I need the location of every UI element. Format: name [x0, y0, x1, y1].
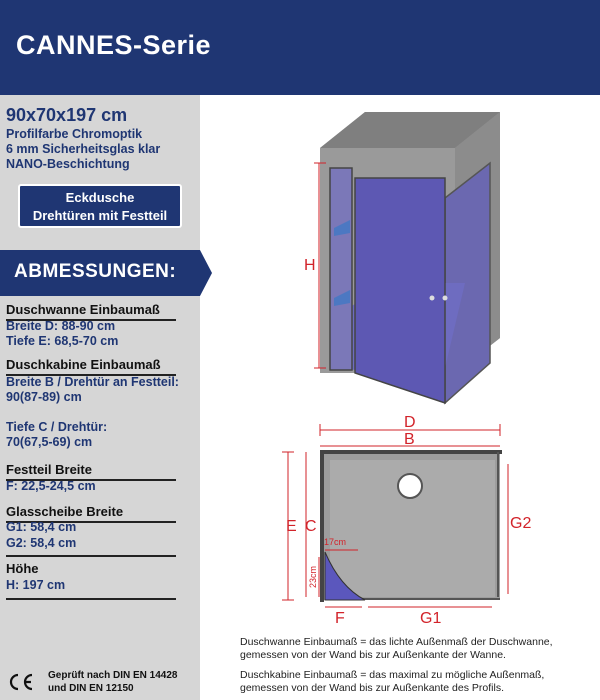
note-tray [240, 636, 553, 662]
page-title: CANNES-Serie [16, 30, 212, 60]
section-title-height: Höhe [6, 561, 39, 576]
shower-3d-illustration [300, 108, 505, 410]
header-banner [0, 0, 600, 95]
product-type-badge [18, 184, 182, 228]
note-tray-line-2: gemessen von der Wand bis zur Außenkante der Wanne. [240, 649, 506, 661]
section-title-cabin: Duschkabine Einbaumaß [6, 357, 161, 372]
note-tray-line-1: Duschwanne Einbaumaß = das lichte Außenmaß der Duschwanne, [240, 636, 553, 648]
height-value: H: 197 cm [6, 578, 66, 592]
label-17cm: 17cm [324, 537, 347, 547]
label-g2: G2 [510, 515, 532, 532]
heading-arrow [200, 250, 212, 296]
dimensions-heading-bar [0, 250, 200, 296]
glass-g1: G1: 58,4 cm [6, 520, 77, 534]
door-handle [443, 296, 448, 301]
label-23cm: 23cm [308, 565, 318, 588]
cert-line-1: Geprüft nach DIN EN 14428 [48, 670, 178, 681]
note-cabin-line-2: gemessen von der Wand bis zur Außenkante des Profils. [240, 682, 504, 694]
dimensions-heading: ABMESSUNGEN: [14, 261, 177, 282]
spec-profile-color: Profilfarbe Chromoptik [6, 127, 143, 141]
note-cabin [240, 669, 544, 695]
label-d: D [404, 414, 416, 431]
section-divider [6, 598, 176, 600]
cabin-width-value: 90(87-89) cm [6, 390, 82, 404]
fixed-panel-width: F: 22,5-24,5 cm [6, 479, 96, 493]
spec-glass: 6 mm Sicherheitsglas klar [6, 142, 161, 156]
glass-g2: G2: 58,4 cm [6, 536, 77, 550]
label-e: E [286, 518, 297, 535]
label-g1: G1 [420, 610, 442, 627]
drain [398, 474, 422, 498]
badge-line-1: Eckdusche [65, 190, 135, 205]
ce-mark-icon [6, 672, 36, 692]
label-h: H [304, 257, 316, 274]
section-title-glass: Glasscheibe Breite [6, 504, 124, 519]
section-divider [6, 555, 176, 557]
spec-coating: NANO-Beschichtung [6, 157, 130, 171]
cabin-depth-label: Tiefe C / Drehtür: [6, 420, 108, 434]
glass-door [355, 178, 445, 403]
product-size: 90x70x197 cm [6, 105, 128, 125]
cert-line-2: und DIN EN 12150 [48, 683, 134, 694]
cabin-depth-value: 70(67,5-69) cm [6, 435, 93, 449]
tray-width: Breite D: 88-90 cm [6, 319, 116, 333]
door-handle [430, 296, 435, 301]
badge-line-2: Drehtüren mit Festteil [32, 208, 168, 223]
top-view-diagram [280, 412, 540, 627]
cabin-width-label: Breite B / Drehtür an Festteil: [6, 375, 179, 389]
fixed-panel [330, 168, 352, 370]
label-c: C [305, 518, 317, 535]
label-b: B [404, 431, 415, 448]
tray-depth: Tiefe E: 68,5-70 cm [6, 334, 119, 348]
section-title-tray: Duschwanne Einbaumaß [6, 302, 160, 317]
note-cabin-line-1: Duschkabine Einbaumaß = das maximal zu mögliche Außenmaß, [240, 669, 545, 681]
section-title-fixed-panel: Festteil Breite [6, 462, 92, 477]
label-f: F [335, 610, 345, 627]
certification-text [48, 669, 177, 695]
